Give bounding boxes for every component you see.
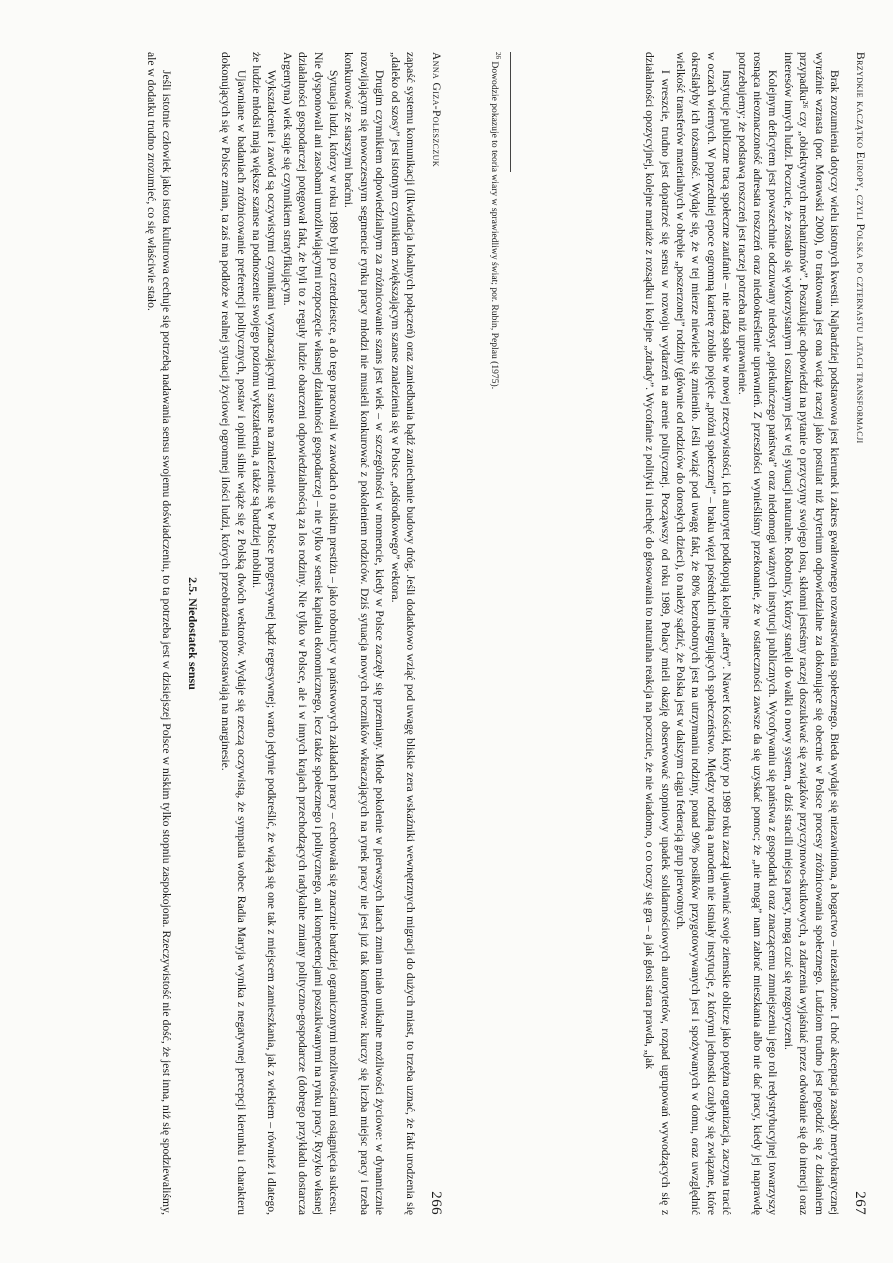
paragraph: Sytuacja ludzi, którzy w roku 1989 byli po czterdziestce, a do tego pracowali w zawodach o niskim prestiżu – jako robotnicy w państwowych zakładach pracy – cechowała się znacznie bardziej ograniczonymi możliwościami osiągnięcia sukcesu. Nie dysponowali ani zasobami umożliwiającymi rozpoczęcie własnej działalności gospodarczej – nie tylko w sensie kapitału ekonomicznego, lecz także społecznego i politycznego, ani kompetencjami poszukiwanymi na rynku pracy. Ryzyko własnej działalności gospodarczej potęgował fakt, że byli to z reguły ludzie obarczeni odpowiedzialnością za los rodziny. Nie tylko w Polsce, ale i w innych krajach przechodzących radykalne zmiany polityczno-gospodarcze (dobrego przykładu dostarcza Argentyna) wiek staje się czynnikiem stratyfikującym.	[280, 52, 340, 1215]
footnote-number: 26	[494, 52, 502, 59]
paragraph: Drugim czynnikiem odpowiedzialnym za zróżnicowanie szans jest wiek – w szczególności w momencie, kiedy w Polsce zaczęły się przemiany. Młode pokolenie w pierwszych latach zmian miało unikalne możliwości życiowe: w dynamicznie rozwijającym się nowoczesnym segmencie rynku pracy młodzi nie musieli konkurować z pokoleniem rodziców. Dziś sytuacja nowych roczników wkraczających na rynek pracy nie jest już tak komfortowa: kurczy się liczba miejsc pracy i trzeba konkurować ze starszymi braćmi.	[342, 52, 387, 1215]
section-heading: 2.5. Niedostatek sensu	[185, 577, 200, 690]
running-head-title: Brzydkie kaczątko Europy, czyli Polska po czternastu latach transformacji	[854, 52, 866, 444]
paragraph: zapaść systemu komunikacji (likwidacja lokalnych połączeń) oraz zaniedbania bądź zaniechanie budowy dróg. Jeśli dodatkowo wziąć pod uwagę bliskie zera wskaźniki wewnętrznych migracji do dużych miast, to trzeba uznać, że fakt urodzenia się „daleko od szosy” jest istotnym czynnikiem zwiększającym szanse znalezienia się w Polsce „odśrodkowego” wektora.	[388, 52, 417, 1215]
paragraph: Instytucje publiczne tracą społeczne zaufanie – nie radzą sobie w nowej rzeczywistości, ich autorytet podkopują kolejne „afery”. Nawet Kościół, który po 1989 roku zaczął ujawniać swoje ziemskie oblicze jako potężna organizacja, zaczyna tracić w oczach wiernych. W poprzedniej epoce ogromną karierę zrobiło pojęcie „próżni społecznej” – braku więzi pośrednich integrujących społeczeństwo. Między rodziną a narodem nie istniały instytucje, z którymi jednostki czułyby się związane, które określałyby ich tożsamość. Wydaje się, że w tej mierze niewiele się zmieniło. Jeśli wziąć pod uwagę fakt, że 80% bezrobotnych jest na utrzymaniu rodziny, ponad 90% posiłków przygotowywanych jest i spożywanych w domu, oraz uwzględnić wielkość transferów materialnych w obrębie „poszerzonej” rodziny (głównie od rodziców do dorosłych dzieci), to należy sądzić, że Polska jest w dalszym ciągu federacją grup pierwotnych.	[673, 52, 734, 1215]
page-number-left: 266	[428, 1191, 444, 1215]
left-page	[48, 52, 442, 1215]
running-head-right	[850, 52, 866, 1215]
paragraph: Jeśli istotnie człowiek jako istota kulturowa cechuje się potrzebą nadawania sensu swojemu doświadczeniu, to ta potrzeba jest w dzisiejszej Polsce w niskim tylko stopniu zaspokojona. Rzeczywistość nie dość, że jest inna, niż się spodziewaliśmy, ale w dodatku trudno zrozumieć, co się właściwie stało.	[144, 52, 174, 1215]
paragraph: Brak zrozumienia dotyczy wielu istotnych kwestii. Najbardziej podstawowa jest kierunek i zakres gwałtownego rozwarstwienia społecznego. Bieda wydaje się niezawiniona, a bogactwo – niezasłużone. I choć akceptacja zasady merytokratycznej wyraźnie wzrasta (por. Morawski 2000), to traktowana jest ona wciąż raczej jako postulat niż kryterium odpowiedzialne za dokonujące się obecnie w Polsce procesy zróżnicowania społecznego. Ludziom trudno jest pogodzić się z działaniem przypadku²⁶ czy „obiektywnych mechanizmów”. Poszukując odpowiedzi na pytanie o przyczyny swojego losu, skłonni jesteśmy raczej doszukiwać się związków przyczynowo-skutkowych, a zdarzenia wyjaśniać przez odwołanie się do intencji oraz interesów innych ludzi. Poczucie, że zostało się wykorzystanym i oszukanym jest w tej sytuacji naturalne. Robotnicy, którzy stanęli do walki o nowy system, a dziś stracili miejsca pracy, mogą czuć się rozgoryczeni.	[781, 52, 841, 1215]
paragraph: Kolejnym deficytem jest powszechnie odczuwany niedosyt „opiekuńczego państwa” oraz niedomogi ważnych instytucji publicznych. Wycofywaniu się państwa z gospodarki oraz znaczącemu zmniejszeniu jego roli redystrybucyjnej towarzyszy rosnąca nieoznaczoność adresata roszczeń oraz niedookreślenie uprawnień. Z przeszłości wynieśliśmy przekonanie, że w ostateczności zawsze da się uzyskać pomoc; że „nie mogą” nam zabrać mieszkania albo nie dać pracy, kiedy jej naprawdę potrzebujemy; że podstawą roszczeń jest raczej potrzeba niż uprawnienie.	[735, 52, 780, 1215]
footnote-rule	[510, 52, 511, 172]
right-body-text	[642, 52, 842, 1215]
running-head-author: Anna Giza-Poleszczuk	[430, 52, 442, 168]
footnote-text: Dowodzie pokazuje to teoria wiary w sprawiedliwy świat; por. Rubin, Peplau (1975).	[488, 61, 500, 390]
paragraph: Wykształcenie i zawód są oczywistymi czynnikami wyznaczającymi szanse na znalezienie się w Polsce progresywnej bądź regresywnej; warto jedynie podkreślić, że wiążą się one tak z miejscem zamieszkania, jak z wiekiem – również i dlatego, że ludzie młodsi mają większe szanse na podnoszenie swojego poziomu wykształcenia, a także są bardziej mobilni.	[249, 52, 279, 1215]
paragraph: I wreszcie, trudno jest dopatrzeć się sensu w rozwoju wydarzeń na arenie politycznej. Począwszy od roku 1989, Polacy mieli okazję obserwować stopniowy upadek solidarnościowych autorytetów, rozpad ugrupowań wywodzących się z działalności opozycyjnej, kolejne mariaże z rozsądku i kolejne „zdrady”. Wycofanie z polityki i niechęć do głosowania to naturalna reakcja na poczucie, że nie wiadomo, o co toczy się gra – a jak głosi stara prawda, „jak	[643, 52, 672, 1215]
page-number-right: 267	[852, 1191, 868, 1215]
paragraph: Ujawniane w badaniach zróżnicowanie preferencji politycznych, postaw i opinii silnie wiąże się z Polską dwóch wektorów. Wydaje się rzeczą oczywistą, że sympatia wobec Radia Maryja wynika z negatywnej percepcji kierunku i charakteru dokonujących się w Polsce zmian, ta zaś ma podłoże w realnej sytuacji życiowej ogromnej ilości ludzi, których przeobrażenia pozostawiają na marginesie.	[219, 52, 248, 1215]
left-body-text	[144, 52, 419, 1215]
right-page	[472, 52, 866, 1215]
footnote	[488, 52, 504, 1215]
running-head-left	[426, 52, 442, 1215]
